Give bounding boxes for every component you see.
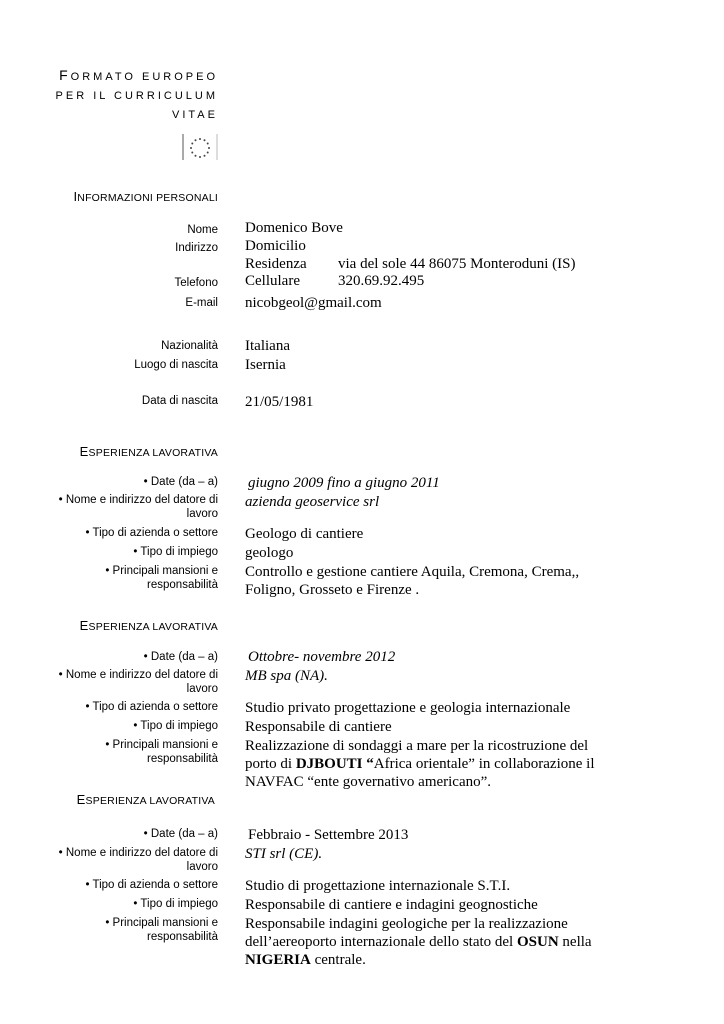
exp3-duties-part3: nella xyxy=(558,934,592,950)
cv-title xyxy=(56,66,218,125)
exp2-duties-part2: DJBOUTI “ xyxy=(295,756,374,772)
duties-label-line2: responsabilità xyxy=(147,931,218,943)
employer-label-line1: • Nome e indirizzo del datore di xyxy=(58,847,218,859)
employer-label xyxy=(59,668,218,696)
cv-title-line3: VITAE xyxy=(172,109,218,121)
nationality-value: Italiana xyxy=(245,338,290,354)
duties-label-line1: • Principali mansioni e xyxy=(105,565,218,577)
sector-label: • Tipo di azienda o settore xyxy=(85,527,218,539)
exp2-duties-part1: Realizzazione di sondaggi a mare per la ricostruzione del porto di xyxy=(245,738,589,772)
address-label: Indirizzo xyxy=(175,242,218,254)
section-work-experience-3: ESPERIENZA LAVORATIVA xyxy=(76,792,215,807)
duties-label-line2: responsabilità xyxy=(147,579,218,591)
exp1-employer: azienda geoservice srl xyxy=(245,494,380,510)
exp2-job-type: Responsabile di cantiere xyxy=(245,719,392,735)
exp1-duties: Controllo e gestione cantiere Aquila, Cremona, Crema,, Foligno, Grosseto e Firenze . xyxy=(245,564,580,598)
address-line1: Domicilio xyxy=(245,238,306,254)
exp3-duties-part4: NIGERIA xyxy=(245,952,311,968)
phone-value: 320.69.92.495 xyxy=(338,273,425,289)
birthplace-value: Isernia xyxy=(245,357,286,373)
birthdate-value: 21/05/1981 xyxy=(245,394,314,410)
employer-label-line2: lavoro xyxy=(186,508,218,520)
email-value: nicobgeol@gmail.com xyxy=(245,295,382,311)
exp1-dates: giugno 2009 fino a giugno 2011 xyxy=(248,475,440,491)
phone-label: Telefono xyxy=(174,277,218,289)
exp1-sector: Geologo di cantiere xyxy=(245,526,364,542)
cv-title-line2: PER IL CURRICULUM xyxy=(55,90,218,102)
name-label: Nome xyxy=(187,224,218,236)
employer-label-line1: • Nome e indirizzo del datore di xyxy=(58,494,218,506)
duties-label xyxy=(105,564,218,592)
exp2-employer: MB spa (NA). xyxy=(245,668,328,684)
exp2-duties xyxy=(245,737,595,791)
duties-label-line2: responsabilità xyxy=(147,753,218,765)
sector-label: • Tipo di azienda o settore xyxy=(85,879,218,891)
duties-label-line1: • Principali mansioni e xyxy=(105,739,218,751)
exp3-duties-part5: centrale. xyxy=(310,952,366,968)
job-type-label: • Tipo di impiego xyxy=(133,546,218,558)
email-label: E-mail xyxy=(185,297,218,309)
exp3-duties xyxy=(245,915,595,969)
birthdate-label: Data di nascita xyxy=(141,395,218,407)
exp2-sector: Studio privato progettazione e geologia internazionale xyxy=(245,700,571,716)
exp1-job-type: geologo xyxy=(245,545,294,561)
exp3-duties-part2: OSUN xyxy=(516,934,559,950)
exp2-dates: Ottobre- novembre 2012 xyxy=(248,649,396,665)
section-work-experience-1: ESPERIENZA LAVORATIVA xyxy=(79,444,218,459)
duties-label-line1: • Principali mansioni e xyxy=(105,917,218,929)
cv-title-line1: FORMATO EUROPEO xyxy=(59,67,218,83)
eu-flag-icon xyxy=(182,134,218,160)
section-personal-info: INFORMAZIONI PERSONALI xyxy=(73,189,218,204)
employer-label-line2: lavoro xyxy=(186,683,218,695)
employer-label-line1: • Nome e indirizzo del datore di xyxy=(58,669,218,681)
job-type-label: • Tipo di impiego xyxy=(133,898,218,910)
address-line2-key: Residenza xyxy=(245,256,307,272)
exp2-duties-part3: Africa orientale” in collaborazione il NAVFAC “ente governativo americano”. xyxy=(245,756,595,790)
birthplace-label: Luogo di nascita xyxy=(134,359,218,371)
exp3-job-type: Responsabile di cantiere e indagini geognostiche xyxy=(245,897,538,913)
exp3-dates: Febbraio - Settembre 2013 xyxy=(248,827,409,843)
exp3-sector: Studio di progettazione internazionale S.T.I. xyxy=(245,878,511,894)
sector-label: • Tipo di azienda o settore xyxy=(85,701,218,713)
employer-label-line2: lavoro xyxy=(186,861,218,873)
exp3-duties-part1: Responsabile indagini geologiche per la realizzazione dell’aereoporto internazionale dello stato del xyxy=(245,916,568,950)
job-type-label: • Tipo di impiego xyxy=(133,720,218,732)
phone-key: Cellulare xyxy=(245,273,300,289)
dates-label: • Date (da – a) xyxy=(143,828,218,840)
duties-label xyxy=(105,916,218,944)
employer-label xyxy=(59,493,218,521)
dates-label: • Date (da – a) xyxy=(143,651,218,663)
nationality-label: Nazionalità xyxy=(161,340,218,352)
section-work-experience-2: ESPERIENZA LAVORATIVA xyxy=(79,618,218,633)
duties-label xyxy=(105,738,218,766)
name-value: Domenico Bove xyxy=(245,220,343,236)
exp3-employer: STI srl (CE). xyxy=(245,846,323,862)
dates-label: • Date (da – a) xyxy=(143,476,218,488)
employer-label xyxy=(59,846,218,874)
address-line2-value: via del sole 44 86075 Monteroduni (IS) xyxy=(338,256,576,272)
